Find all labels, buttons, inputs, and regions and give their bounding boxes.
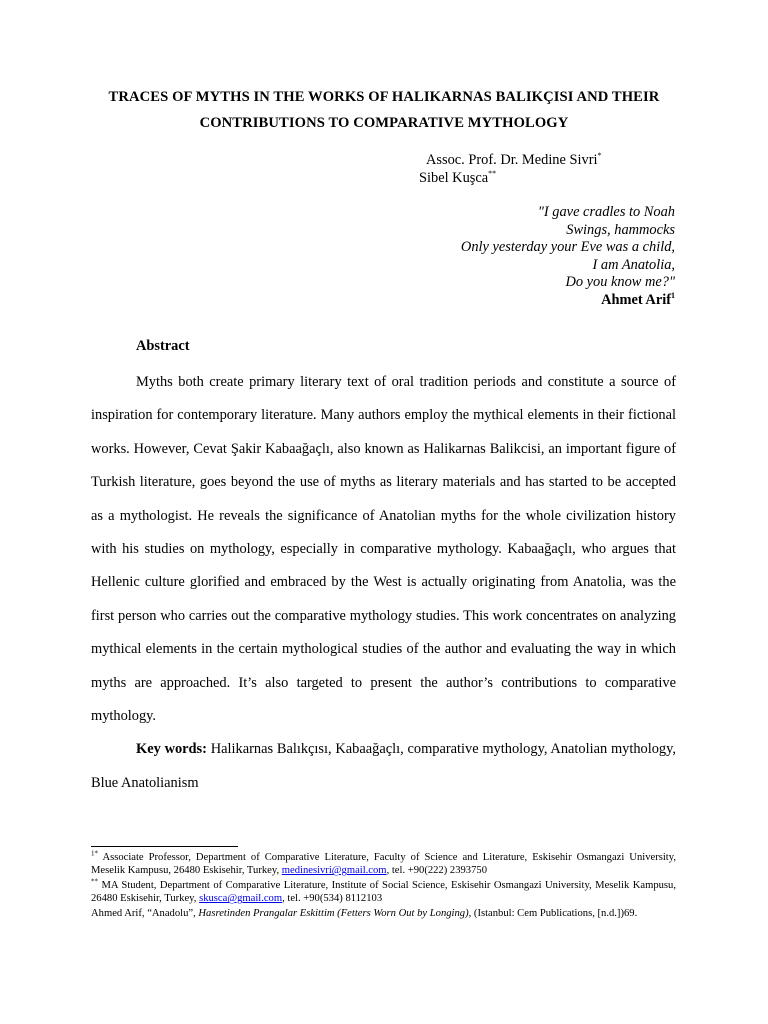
epigraph-line: I am Anatolia, <box>592 256 675 273</box>
footnote-mark: 1* <box>91 849 98 858</box>
footnote-separator <box>91 846 238 847</box>
epigraph-line: "I gave cradles to Noah <box>537 204 675 220</box>
footnote-1: $^{1*}$ Associate Professor, Department of Comparative Literature, Faculty of Science and Literature, Eskisehir Osmangazi University, Meselik Kampusu, 26480 Eskisehir, Turkey, medinesivri@gmail.com, tel. +90(222) 2393750 <box>91 849 676 877</box>
title-line-1: TRACES OF MYTHS IN THE WORKS OF HALIKARNAS BALIKÇISI AND THEIR <box>108 89 660 105</box>
footnotes <box>91 851 676 922</box>
footnote-mark: ** <box>91 877 98 886</box>
title-line-2: CONTRIBUTIONS TO COMPARATIVE MYTHOLOGY <box>199 115 569 131</box>
author-name: Assoc. Prof. Dr. Medine Sivri* <box>426 151 602 168</box>
epigraph-attribution: Ahmet Arif$^1$ <box>601 291 675 308</box>
abstract-body <box>91 366 676 800</box>
keywords-label: Key words: <box>136 741 207 758</box>
author-name: Sibel Kuşca** <box>419 169 497 186</box>
footnote-3: Ahmed Arif, “Anadolu”, Hasretinden Prangalar Eskittim (Fetters Worn Out by Longing), (Istanbul: Cem Publications, [n.d.])69. <box>91 908 638 919</box>
epigraph-footnote-mark: 1 <box>671 291 675 301</box>
epigraph-line: Swings, hammocks <box>566 221 675 238</box>
epigraph-line: Only yesterday your Eve was a child, <box>460 239 675 256</box>
author-footnote-mark: * <box>597 151 602 161</box>
footnote-2: ** MA Student, Department of Comparative Literature, Institute of Social Science, Eskisehir Osmangazi University, Meselik Kampusu, 26480 Eskisehir, Turkey, skusca@gmail.com, tel. +90(534) 8112103 <box>91 877 676 905</box>
abstract-paragraph: Myths both create primary literary text of oral tradition periods and constitute a source of inspiration for contemporary literature. Many authors employ the mythical elements in their fictional works. However, Cevat Şakir Kabaağaçlı, also known as Halikarnas Balikcisi, an important figure of Turkish literature, goes beyond the use of myths as literary materials and has started to be accepted as a mythologist. He reveals the significance of Anatolian myths for the whole civilization history with his studies on mythology, especially in comparative mythology. Kabaağaçlı, who argues that Hellenic culture glorified and embraced by the West is actually originating from Anatolia, was the first person who carries out the comparative mythology studies. This work concentrates on analyzing mythical elements in the certain mythological studies of the author and evaluating the way in which myths are approached. It’s also targeted to present the author’s contributions to comparative mythology. <box>91 374 676 725</box>
email-link[interactable]: skusca@gmail.com <box>199 893 283 905</box>
author-footnote-mark: ** <box>488 169 497 179</box>
email-link[interactable]: medinesivri@gmail.com <box>281 865 387 877</box>
paper-title <box>60 84 708 136</box>
epigraph <box>461 204 675 310</box>
keywords-list: Halikarnas Balıkçısı, Kabaağaçlı, comparative mythology, Anatolian mythology, Blue Anatolianism <box>91 741 676 791</box>
cited-book-title: Hasretinden Prangalar Eskittim (Fetters Worn Out by Longing) <box>198 908 469 919</box>
epigraph-line: Do you know me?" <box>565 274 675 291</box>
keywords <box>91 733 676 800</box>
abstract-heading: Abstract <box>136 338 190 354</box>
